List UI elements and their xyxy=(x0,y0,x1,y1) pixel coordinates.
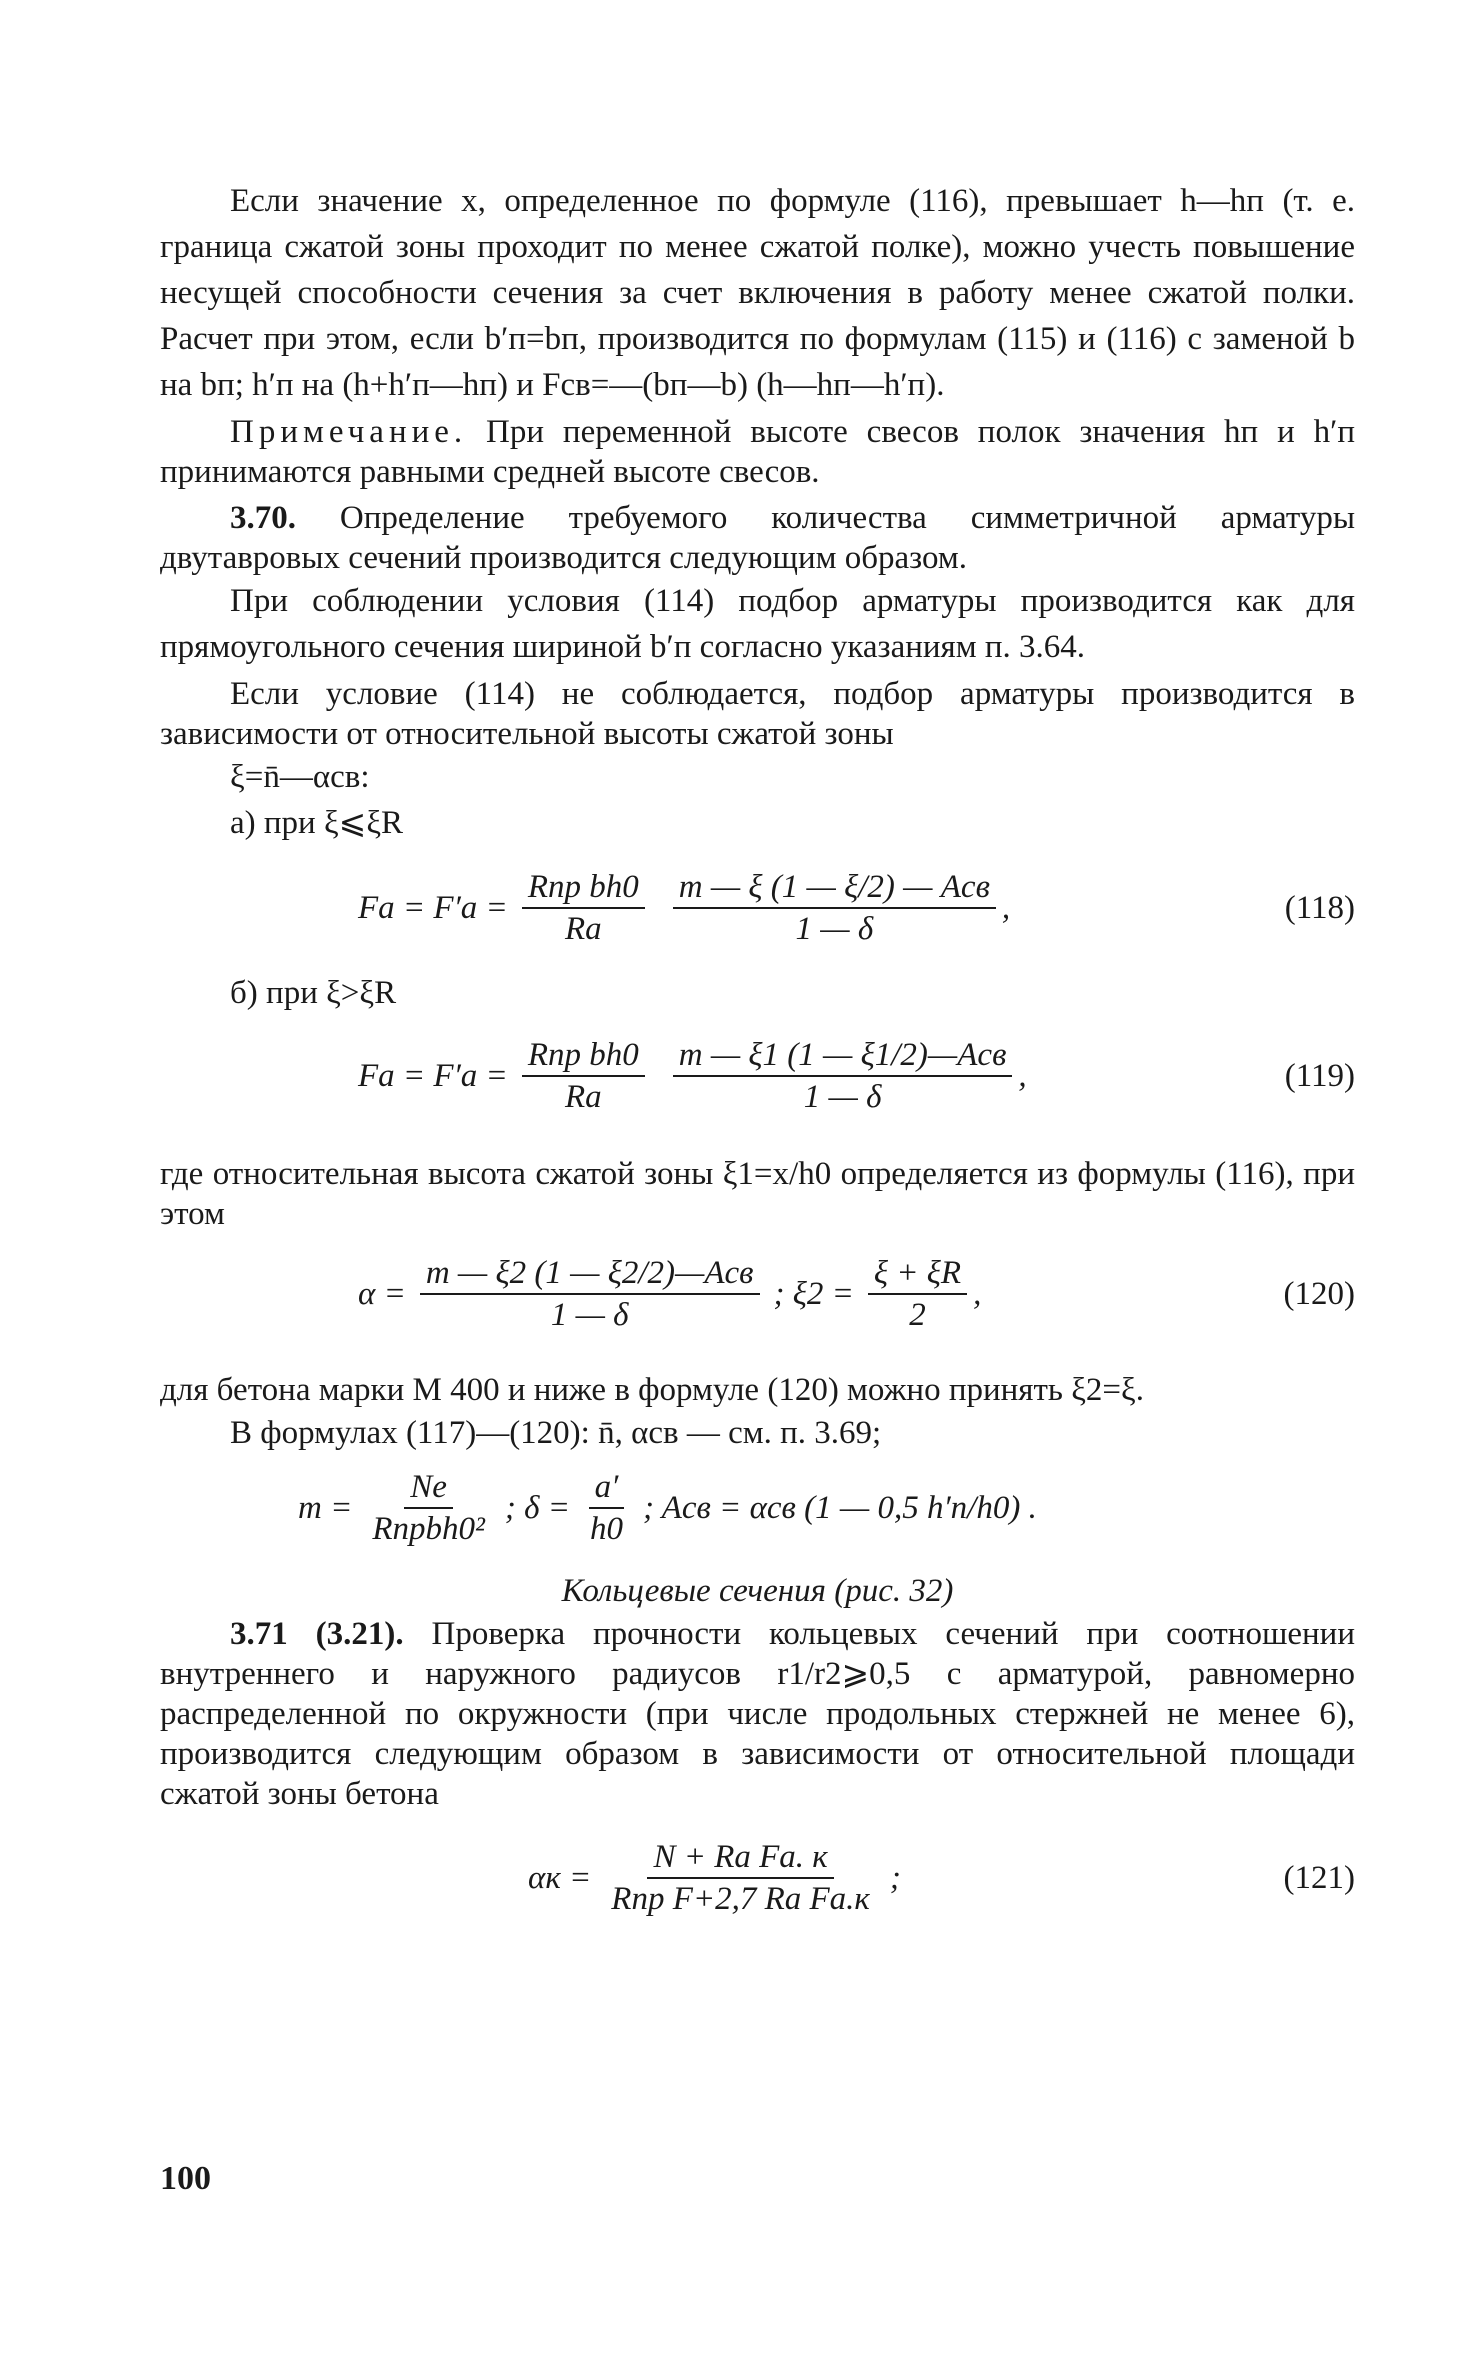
paragraph-3-71 xyxy=(160,1614,1355,1814)
formula-118-fraction-2: $\frac{\text{m — ξ (1 — ξ/2) — Aсв}}{1 — \delta}$ xyxy=(673,867,996,949)
formula-121-lhs: αк = xyxy=(528,1860,592,1896)
clause-number-3-70: 3.70. xyxy=(230,500,296,536)
case-b-label: б) при ξ>ξR xyxy=(230,975,397,1011)
formula-120-fraction-2: $\frac{\xi + \xi R}{2}$ xyxy=(868,1253,967,1335)
formula-delta-fraction: $\frac{a'}{h0}$ xyxy=(590,1469,624,1547)
formula-120-lhs: α = xyxy=(358,1276,406,1312)
formula-a-sv: ; Aсв = αсв (1 — 0,5 h′п/h0) . xyxy=(643,1490,1037,1526)
clause-text-3-71: Проверка прочности кольцевых сечений при соотношении внутреннего и наружного радиусов r1/r2⩾0,5 с арматурой, равномерно распределенной по окружности (при числе продольных стержней не менее 6), производится следующим образом в зависимости от относительной площади сжатой зоны бетона xyxy=(160,1616,1355,1812)
paragraph-where: где относительная высота сжатой зоны ξ1=x/h0 определяется из формулы (116), при этом xyxy=(160,1156,1355,1232)
note-label: Примечание. xyxy=(230,414,468,450)
paragraph-condition-not-met: Если условие (114) не соблюдается, подбор арматуры производится в зависимости от относительной высоты сжатой зоны xyxy=(160,676,1355,752)
case-a-label: а) при ξ⩽ξR xyxy=(230,805,404,841)
xi-definition: ξ=n̄—αсв: xyxy=(230,759,370,795)
equation-number-118: (118) xyxy=(1284,890,1355,926)
formula-118-fraction-1: $\frac{\text{Rпр bh0}}{Rа}$ xyxy=(522,867,645,949)
equation-number-120: (120) xyxy=(1283,1276,1355,1312)
formula-120-fraction-1: $\frac{\text{m — ξ2 (1 — ξ2/2)—Aсв}}{1 — \delta}$ xyxy=(420,1253,760,1335)
equation-number-121: (121) xyxy=(1283,1860,1355,1896)
formula-121: αк = $\frac{\text{N + Rа Fа. к}}{\text{Rпр F+2,7 Rа Fа.к}}$ ; (121) xyxy=(160,1830,1355,1926)
section-heading: Кольцевые сечения (рис. 32) xyxy=(561,1573,954,1609)
formula-m-fraction: $\frac{Ne}{\text{Rпрbh0²}}$ xyxy=(372,1469,485,1547)
paragraph-condition-met: При соблюдении условия (114) подбор арматуры производится как для прямоугольного сечения шириной b′п согласно указаниям п. 3.64. xyxy=(160,583,1355,665)
formula-definitions: m = $\frac{Ne}{\text{Rпрbh0²}}$ ; δ = $\frac{a'}{h0}$ ; Aсв = αсв (1 — 0,5 h′п/h0) . xyxy=(298,1469,1037,1547)
equation-number-119: (119) xyxy=(1284,1058,1355,1094)
paragraph-3-70 xyxy=(160,498,1355,578)
formula-119-lhs: Fа = F′а = xyxy=(358,1058,508,1094)
formula-118: Fа = F′а = $\frac{\text{Rпр bh0}}{Rа}$ $\frac{\text{m — ξ (1 — ξ/2) — Aсв}}{1 — \delta}$ , (118) xyxy=(160,860,1355,956)
paragraph-note xyxy=(160,412,1355,492)
clause-text-3-70: Определение требуемого количества симметричной арматуры двутавровых сечений производится следующим образом. xyxy=(160,500,1355,576)
formula-119-fraction-2: $\frac{\text{m — ξ1 (1 — ξ1/2)—Aсв}}{1 — \delta}$ xyxy=(673,1035,1013,1117)
page-number: 100 xyxy=(160,2160,211,2197)
paragraph-flange: Если значение x, определенное по формуле (116), превышает h—hп (т. е. граница сжатой зоны проходит по менее сжатой полке), можно учесть повышение несущей способности сечения за счет включения в работу менее сжатой полки. Расчет при этом, если b′п=bп, производится по формулам (115) и (116) с заменой b на bп; h′п на (h+h′п—hп) и Fсв=—(bп—b) (h—hп—h′п). xyxy=(160,183,1355,403)
clause-number-3-71: 3.71 (3.21). xyxy=(230,1616,404,1652)
note-text: При переменной высоте свесов полок значения hп и h′п принимаются равными средней высоте свесов. xyxy=(160,414,1355,490)
formula-118-lhs: Fа = F′а = xyxy=(358,890,508,926)
formula-119-fraction-1: $\frac{\text{Rпр bh0}}{Rа}$ xyxy=(522,1035,645,1117)
formula-121-fraction: $\frac{\text{N + Rа Fа. к}}{\text{Rпр F+2,7 Rа Fа.к}}$ xyxy=(611,1839,870,1917)
paragraph-concrete-grade: для бетона марки М 400 и ниже в формуле (120) можно принять ξ2=ξ. xyxy=(160,1372,1144,1408)
formula-119: Fа = F′а = $\frac{\text{Rпр bh0}}{Rа}$ $\frac{\text{m — ξ1 (1 — ξ1/2)—Aсв}}{1 — \delta}$ , (119) xyxy=(160,1028,1355,1124)
formula-120: α = $\frac{\text{m — ξ2 (1 — ξ2/2)—Aсв}}{1 — \delta}$ ; ξ2 = $\frac{\xi + \xi R}{2}$ , (120) xyxy=(160,1246,1355,1342)
page-content xyxy=(160,178,1355,1938)
paragraph-formula-refs: В формулах (117)—(120): n̄, αсв — см. п. 3.69; xyxy=(230,1415,882,1451)
